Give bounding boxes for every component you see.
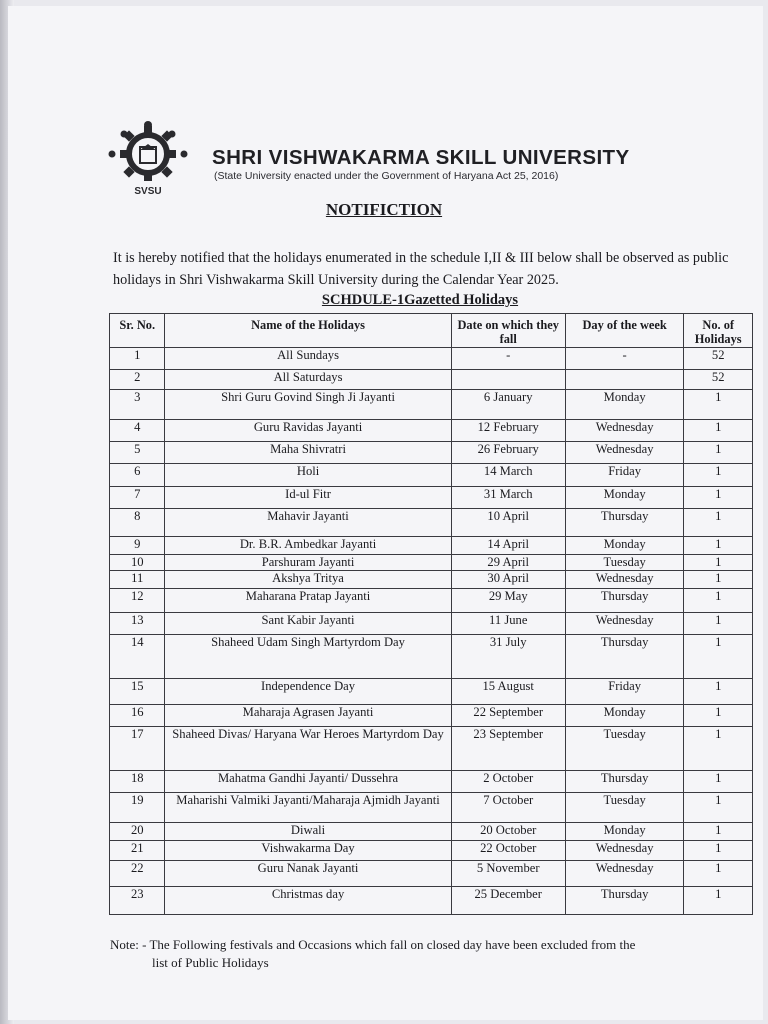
- col-header-name: Name of the Holidays: [165, 314, 451, 348]
- table-row: [110, 635, 753, 679]
- cell-sr: 18: [110, 771, 165, 793]
- cell-count: 1: [684, 823, 753, 841]
- table-row: [110, 464, 753, 487]
- cell-date: 29 April: [451, 555, 565, 571]
- schedule-title: SCHDULE-1Gazetted Holidays: [321, 292, 519, 308]
- cell-sr: 4: [110, 420, 165, 442]
- table-row: [110, 370, 753, 390]
- table-row: [110, 861, 753, 887]
- cell-day: Monday: [565, 487, 684, 509]
- cell-day: Tuesday: [565, 555, 684, 571]
- cell-sr: 2: [110, 370, 165, 390]
- cell-date: -: [451, 348, 565, 370]
- table-row: [110, 823, 753, 841]
- holidays-table: [109, 313, 753, 915]
- table-row: [110, 420, 753, 442]
- cell-count: 1: [684, 793, 753, 823]
- cell-sr: 21: [110, 841, 165, 861]
- cell-count: 1: [684, 420, 753, 442]
- table-row: [110, 679, 753, 705]
- cell-count: 1: [684, 571, 753, 589]
- cell-holiday-name: Christmas day: [165, 887, 451, 915]
- university-logo: [100, 120, 196, 198]
- cell-day: Tuesday: [565, 727, 684, 771]
- table-row: [110, 537, 753, 555]
- cell-sr: 11: [110, 571, 165, 589]
- table-header-row: [110, 314, 753, 348]
- cell-date: 30 April: [451, 571, 565, 589]
- university-subtitle: (State University enacted under the Government of Haryana Act 25, 2016): [214, 170, 559, 182]
- cell-day: Thursday: [565, 635, 684, 679]
- table-row: [110, 509, 753, 537]
- cell-holiday-name: Diwali: [165, 823, 451, 841]
- cell-day: Wednesday: [565, 861, 684, 887]
- cell-date: 11 June: [451, 613, 565, 635]
- cell-sr: 22: [110, 861, 165, 887]
- cell-holiday-name: Maha Shivratri: [165, 442, 451, 464]
- cell-day: Monday: [565, 705, 684, 727]
- cell-day: Friday: [565, 464, 684, 487]
- cell-date: 26 February: [451, 442, 565, 464]
- table-row: [110, 442, 753, 464]
- cell-day: Thursday: [565, 509, 684, 537]
- cell-date: 20 October: [451, 823, 565, 841]
- table-row: [110, 390, 753, 420]
- cell-count: 1: [684, 537, 753, 555]
- cell-sr: 19: [110, 793, 165, 823]
- cell-sr: 20: [110, 823, 165, 841]
- cell-count: 1: [684, 679, 753, 705]
- cell-day: Thursday: [565, 887, 684, 915]
- cell-date: 2 October: [451, 771, 565, 793]
- table-row: [110, 841, 753, 861]
- cell-holiday-name: Guru Nanak Jayanti: [165, 861, 451, 887]
- cell-date: 23 September: [451, 727, 565, 771]
- cell-count: 1: [684, 390, 753, 420]
- cell-day: Wednesday: [565, 442, 684, 464]
- cell-date: 31 July: [451, 635, 565, 679]
- cell-date: 14 April: [451, 537, 565, 555]
- table-row: [110, 589, 753, 613]
- cell-holiday-name: Mahavir Jayanti: [165, 509, 451, 537]
- cell-day: [565, 370, 684, 390]
- cell-count: 1: [684, 861, 753, 887]
- cell-holiday-name: Maharaja Agrasen Jayanti: [165, 705, 451, 727]
- table-row: [110, 887, 753, 915]
- cell-date: 5 November: [451, 861, 565, 887]
- cell-holiday-name: Mahatma Gandhi Jayanti/ Dussehra: [165, 771, 451, 793]
- cell-holiday-name: Akshya Tritya: [165, 571, 451, 589]
- cell-sr: 6: [110, 464, 165, 487]
- table-row: [110, 727, 753, 771]
- letterhead: [100, 120, 740, 200]
- cell-date: 12 February: [451, 420, 565, 442]
- cell-date: 7 October: [451, 793, 565, 823]
- cell-count: 1: [684, 464, 753, 487]
- cell-count: 1: [684, 442, 753, 464]
- cell-count: 1: [684, 635, 753, 679]
- cell-count: 1: [684, 727, 753, 771]
- cell-day: Tuesday: [565, 793, 684, 823]
- cell-date: 29 May: [451, 589, 565, 613]
- cell-sr: 3: [110, 390, 165, 420]
- cell-date: 31 March: [451, 487, 565, 509]
- cell-sr: 1: [110, 348, 165, 370]
- cell-day: -: [565, 348, 684, 370]
- cell-day: Wednesday: [565, 613, 684, 635]
- cell-sr: 14: [110, 635, 165, 679]
- cell-count: 52: [684, 370, 753, 390]
- table-row: [110, 613, 753, 635]
- cell-sr: 10: [110, 555, 165, 571]
- cell-sr: 13: [110, 613, 165, 635]
- cell-holiday-name: Sant Kabir Jayanti: [165, 613, 451, 635]
- cell-day: Monday: [565, 390, 684, 420]
- cell-count: 1: [684, 613, 753, 635]
- col-header-date: Date on which they fall: [451, 314, 565, 348]
- cell-count: 1: [684, 555, 753, 571]
- cell-holiday-name: Maharishi Valmiki Jayanti/Maharaja Ajmidh Jayanti: [165, 793, 451, 823]
- cell-count: 1: [684, 841, 753, 861]
- cell-sr: 5: [110, 442, 165, 464]
- notification-title: NOTIFICTION: [325, 200, 443, 219]
- cell-holiday-name: Dr. B.R. Ambedkar Jayanti: [165, 537, 451, 555]
- note-line-2: list of Public Holidays: [152, 955, 269, 970]
- cell-sr: 9: [110, 537, 165, 555]
- svg-text:SVSU: SVSU: [134, 186, 162, 197]
- cell-date: 6 January: [451, 390, 565, 420]
- table-row: [110, 793, 753, 823]
- cell-holiday-name: Guru Ravidas Jayanti: [165, 420, 451, 442]
- col-header-day: Day of the week: [565, 314, 684, 348]
- col-header-count: No. of Holidays: [684, 314, 753, 348]
- cell-count: 1: [684, 509, 753, 537]
- cell-sr: 17: [110, 727, 165, 771]
- cell-holiday-name: Shri Guru Govind Singh Ji Jayanti: [165, 390, 451, 420]
- cell-sr: 8: [110, 509, 165, 537]
- cell-day: Thursday: [565, 771, 684, 793]
- cell-count: 1: [684, 887, 753, 915]
- cell-date: [451, 370, 565, 390]
- cell-day: Wednesday: [565, 420, 684, 442]
- cell-day: Monday: [565, 537, 684, 555]
- cell-count: 1: [684, 771, 753, 793]
- cell-date: 22 September: [451, 705, 565, 727]
- cell-holiday-name: All Sundays: [165, 348, 451, 370]
- cell-sr: 7: [110, 487, 165, 509]
- cell-date: 25 December: [451, 887, 565, 915]
- cell-holiday-name: All Saturdays: [165, 370, 451, 390]
- table-row: [110, 348, 753, 370]
- cell-holiday-name: Parshuram Jayanti: [165, 555, 451, 571]
- note-line-1: Note: - The Following festivals and Occasions which fall on closed day have been excluded from the: [110, 937, 636, 952]
- cell-holiday-name: Shaheed Udam Singh Martyrdom Day: [165, 635, 451, 679]
- cell-sr: 15: [110, 679, 165, 705]
- col-header-sr: Sr. No.: [110, 314, 165, 348]
- cell-count: 1: [684, 487, 753, 509]
- cell-sr: 12: [110, 589, 165, 613]
- cell-day: Thursday: [565, 589, 684, 613]
- cell-count: 1: [684, 705, 753, 727]
- table-row: [110, 555, 753, 571]
- cell-day: Friday: [565, 679, 684, 705]
- cell-holiday-name: Maharana Pratap Jayanti: [165, 589, 451, 613]
- cell-count: 1: [684, 589, 753, 613]
- table-row: [110, 487, 753, 509]
- cell-holiday-name: Holi: [165, 464, 451, 487]
- cell-count: 52: [684, 348, 753, 370]
- cell-date: 15 August: [451, 679, 565, 705]
- cell-date: 22 October: [451, 841, 565, 861]
- cell-holiday-name: Shaheed Divas/ Haryana War Heroes Martyrdom Day: [165, 727, 451, 771]
- cell-day: Wednesday: [565, 841, 684, 861]
- notification-intro: It is hereby notified that the holidays enumerated in the schedule I,II & III below shall be observed as public holidays in Shri Vishwakarma Skill University during the Calendar Year 2025.: [113, 250, 729, 288]
- university-name: SHRI VISHWAKARMA SKILL UNIVERSITY: [212, 146, 630, 169]
- table-row: [110, 771, 753, 793]
- cell-holiday-name: Independence Day: [165, 679, 451, 705]
- table-row: [110, 571, 753, 589]
- cell-holiday-name: Vishwakarma Day: [165, 841, 451, 861]
- table-row: [110, 705, 753, 727]
- cell-sr: 16: [110, 705, 165, 727]
- cell-date: 14 March: [451, 464, 565, 487]
- cell-date: 10 April: [451, 509, 565, 537]
- cell-holiday-name: Id-ul Fitr: [165, 487, 451, 509]
- cell-day: Wednesday: [565, 571, 684, 589]
- note: [110, 936, 730, 972]
- cell-day: Monday: [565, 823, 684, 841]
- cell-sr: 23: [110, 887, 165, 915]
